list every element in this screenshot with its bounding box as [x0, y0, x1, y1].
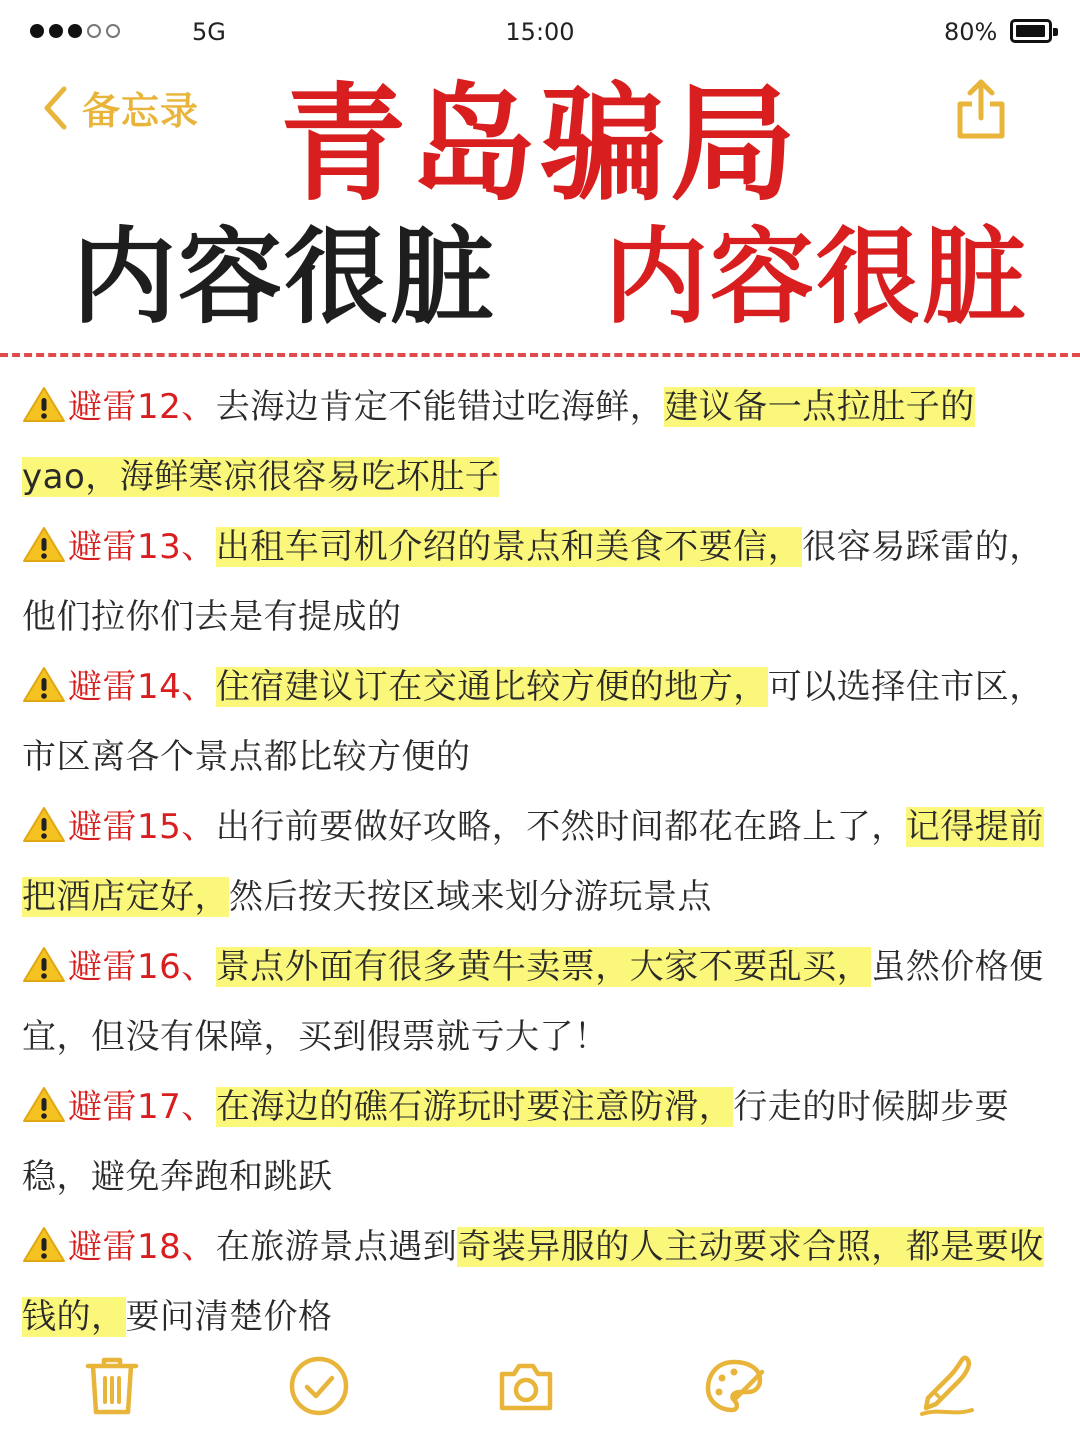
battery-icon [1010, 19, 1052, 43]
highlighted-text: 在海边的礁石游玩时要注意防滑， [215, 1087, 734, 1127]
battery-percent: 80% [944, 18, 998, 46]
item-text: 要问清楚价格 [125, 1297, 333, 1337]
markup-icon[interactable] [702, 1352, 766, 1420]
note-item [22, 652, 1068, 792]
note-item [22, 932, 1068, 1072]
item-label: 避雷14、 [68, 667, 216, 707]
note-item [22, 372, 1068, 512]
warning-icon [22, 658, 66, 696]
item-label: 避雷18、 [68, 1227, 216, 1267]
note-body[interactable] [22, 372, 1068, 1352]
item-label: 避雷13、 [68, 527, 216, 567]
warning-icon [22, 518, 66, 556]
subtitle-left: 内容很脏 [72, 216, 497, 338]
item-text: 很容易踩雷的，他们拉你们去是有提成的 [22, 527, 1044, 637]
clock: 15:00 [505, 18, 575, 46]
item-text: 去海边肯定不能错过吃海鲜， [215, 387, 665, 427]
trash-icon[interactable] [80, 1352, 144, 1420]
camera-icon[interactable] [494, 1352, 558, 1420]
item-text: 虽然价格便宜，但没有保障，买到假票就亏大了！ [22, 947, 1044, 1057]
warning-icon [22, 378, 66, 416]
highlighted-text: 奇装异服的人主动要求合照，都是要收钱的， [22, 1227, 1044, 1337]
highlighted-text: 出租车司机介绍的景点和美食不要信， [215, 527, 803, 567]
page-title: 青岛骗局 [280, 71, 800, 218]
subtitle-right: 内容很脏 [604, 216, 1029, 338]
back-label: 备忘录 [82, 89, 200, 133]
item-text: 然后按天按区域来划分游玩景点 [229, 877, 712, 917]
note-item [22, 1072, 1068, 1212]
highlighted-text: 建议备一点拉肚子的yao，海鲜寒凉很容易吃坏肚子 [22, 387, 975, 497]
item-label: 避雷15、 [68, 807, 216, 847]
warning-icon [22, 1078, 66, 1116]
status-bar [0, 0, 1080, 64]
highlighted-text: 记得提前把酒店定好， [22, 807, 1044, 917]
checklist-icon[interactable] [287, 1352, 351, 1420]
warning-icon [22, 798, 66, 836]
highlighted-text: 景点外面有很多黄牛卖票，大家不要乱买， [215, 947, 872, 987]
warning-icon [22, 1218, 66, 1256]
item-label: 避雷17、 [68, 1087, 216, 1127]
compose-icon[interactable] [914, 1352, 978, 1420]
bottom-toolbar [0, 1352, 1080, 1422]
note-item [22, 792, 1068, 932]
dashed-divider [0, 353, 1080, 357]
warning-icon [22, 938, 66, 976]
highlighted-text: 住宿建议订在交通比较方便的地方， [215, 667, 768, 707]
item-label: 避雷12、 [68, 387, 216, 427]
note-item [22, 512, 1068, 652]
item-text: 行走的时候脚步要稳，避免奔跑和跳跃 [22, 1087, 1010, 1197]
item-label: 避雷16、 [68, 947, 216, 987]
network-type: 5G [192, 18, 226, 46]
item-text: 可以选择住市区，市区离各个景点都比较方便的 [22, 667, 1044, 777]
item-text: 在旅游景点遇到 [215, 1227, 458, 1267]
item-text: 出行前要做好攻略，不然时间都花在路上了， [215, 807, 906, 847]
note-item [22, 1212, 1068, 1352]
